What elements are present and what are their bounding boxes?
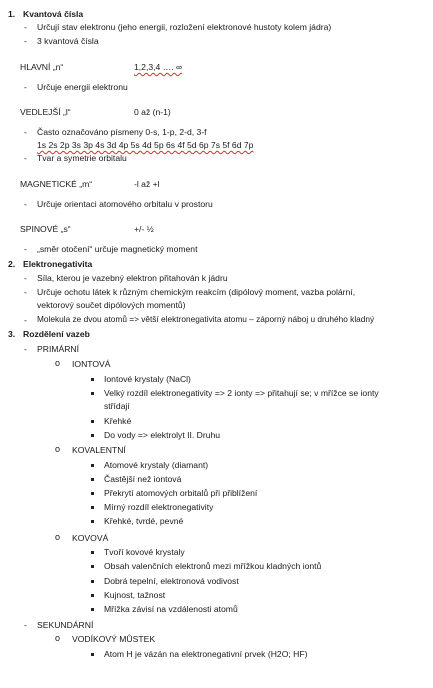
dash-bullet: -	[24, 22, 27, 32]
iontova-item-2a: Velký rozdíl elektronegativity => 2 ionty => přitahují se; v mřížce se ionty	[104, 388, 379, 398]
magneticke-bullet: Určuje orientaci atomového orbitalu v prostoru	[37, 199, 213, 209]
square-bullet	[91, 608, 94, 611]
iontova-label: IONTOVÁ	[72, 359, 111, 369]
square-bullet	[91, 478, 94, 481]
vedlejsi-label: VEDLEJŠÍ „l“	[20, 107, 71, 117]
vodikovy-item-1: Atom H je vázán na elektronegativní prvek (H2O; HF)	[104, 649, 308, 659]
square-bullet	[91, 492, 94, 495]
kovova-item-2: Obsah valenčních elektronů mezi mřížkou kladných iontů	[104, 561, 322, 571]
s2-bullet-2b: vektorový součet dipólových momentů)	[37, 300, 186, 310]
hlavni-bullet: Určuje energii elektronu	[37, 82, 128, 92]
spinove-bullet: „směr otočení“ určuje magnetický moment	[37, 244, 198, 254]
section-2-number: 2.	[8, 259, 16, 269]
vedlejsi-bullet-2: Tvar a symetrie orbitalu	[37, 153, 127, 163]
dash-bullet: -	[24, 273, 27, 283]
vedlejsi-bullet-1: Často označováno písmeny 0-s, 1-p, 2-d, 3-f	[37, 127, 207, 137]
iontova-item-1: Iontové krystaly (NaCl)	[104, 374, 191, 384]
kovalentni-item-4: Mírný rozdíl elektronegativity	[104, 502, 214, 512]
dash-bullet: -	[24, 199, 27, 209]
section-2-title: Elektronegativita	[23, 259, 93, 269]
spinove-value: +/- ½	[134, 224, 154, 234]
magneticke-value: -l až +l	[134, 179, 160, 189]
hlavni-value: 1,2,3,4 …. ∞	[134, 62, 183, 72]
circle-bullet: o	[55, 633, 61, 643]
dash-bullet: -	[24, 287, 27, 297]
kovalentni-label: KOVALENTNÍ	[72, 445, 126, 455]
circle-bullet: o	[55, 532, 61, 542]
dash-bullet: -	[24, 620, 27, 630]
vedlejsi-orbitals: 1s 2s 2p 3s 3p 4s 3d 4p 5s 4d 5p 6s 4f 5d 6p 7s 5f 6d 7p	[37, 140, 254, 150]
s1-bullet-2: 3 kvantová čísla	[37, 36, 99, 46]
section-1-number: 1.	[8, 9, 16, 19]
dash-bullet: -	[24, 153, 27, 163]
s2-bullet-1: Síla, kterou je vazebný elektron přitahován k jádru	[37, 273, 228, 283]
square-bullet	[91, 378, 94, 381]
square-bullet	[91, 506, 94, 509]
kovova-item-3: Dobrá tepelní, elektronová vodivost	[104, 576, 239, 586]
s1-bullet-1: Určují stav elektronu (jeho energii, rozložení elektronové hustoty kolem jádra)	[37, 22, 332, 32]
s2-bullet-3: Molekula ze dvou atomů => větší elektronegativita atomu – záporný náboj u druhého kladný	[37, 314, 375, 324]
square-bullet	[91, 580, 94, 583]
dash-bullet: -	[24, 244, 27, 254]
square-bullet	[91, 420, 94, 423]
iontova-item-4: Do vody => elektrolyt II. Druhu	[104, 430, 221, 440]
sekundarni-label: SEKUNDÁRNÍ	[37, 620, 94, 630]
kovalentni-item-5: Křehké, tvrdé, pevné	[104, 516, 184, 526]
square-bullet	[91, 434, 94, 437]
section-3-number: 3.	[8, 329, 16, 339]
kovova-item-4: Kujnost, tažnost	[104, 590, 166, 600]
square-bullet	[91, 594, 94, 597]
iontova-item-3: Křehké	[104, 416, 132, 426]
section-3-title: Rozdělení vazeb	[23, 329, 90, 339]
s2-bullet-2a: Určuje ochotu látek k různým chemickým reakcím (dipólový moment, vazba polární,	[37, 287, 356, 297]
section-1-title: Kvantová čísla	[23, 9, 84, 19]
dash-bullet: -	[24, 36, 27, 46]
circle-bullet: o	[55, 444, 61, 454]
dash-bullet: -	[24, 315, 27, 325]
square-bullet	[91, 565, 94, 568]
spinove-label: SPINOVÉ „s“	[20, 224, 71, 234]
dash-bullet: -	[24, 127, 27, 137]
dash-bullet: -	[24, 344, 27, 354]
iontova-item-2b: střídají	[104, 401, 130, 411]
primarni-label: PRIMÁRNÍ	[37, 344, 80, 354]
hlavni-label: HLAVNÍ „n“	[20, 62, 64, 72]
square-bullet	[91, 520, 94, 523]
vedlejsi-value: 0 až (n-1)	[134, 107, 171, 117]
kovova-label: KOVOVÁ	[72, 533, 109, 543]
kovalentni-item-3: Překrytí atomových orbitalů při přiblížení	[104, 488, 258, 498]
vodikovy-label: VODÍKOVÝ MŮSTEK	[72, 634, 156, 644]
kovalentni-item-1: Atomové krystaly (diamant)	[104, 460, 209, 470]
magneticke-label: MAGNETICKÉ „m“	[20, 179, 93, 189]
circle-bullet: o	[55, 358, 61, 368]
kovova-item-1: Tvoří kovové krystaly	[104, 547, 185, 557]
kovalentni-item-2: Častější než iontová	[104, 474, 182, 484]
kovova-item-5: Mřížka závisí na vzdálenosti atomů	[104, 604, 238, 614]
square-bullet	[91, 392, 94, 395]
square-bullet	[91, 551, 94, 554]
dash-bullet: -	[24, 82, 27, 92]
square-bullet	[91, 653, 94, 656]
square-bullet	[91, 464, 94, 467]
